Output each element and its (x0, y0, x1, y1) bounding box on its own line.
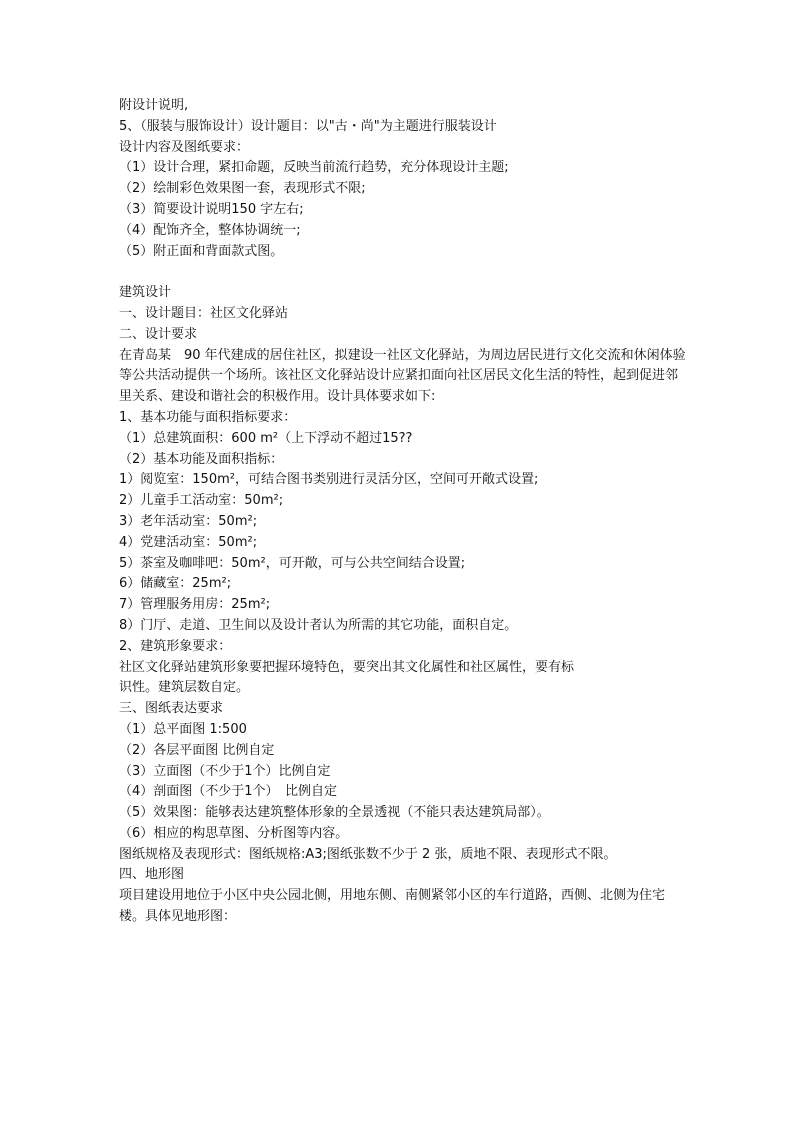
room-item: 6）储藏室：25m²; (119, 576, 232, 592)
document-body (119, 96, 689, 928)
terrain-paragraph: 项目建设用地位于小区中央公园北侧，用地东侧、南侧紧邻小区的车行道路，西侧、北侧为住宅楼。具体见地形图： (119, 888, 666, 925)
terrain-heading: 四、地形图 (119, 867, 185, 883)
fashion-item: （1）设计合理，紧扣命题，反映当前流行趋势，充分体现设计主题; (119, 160, 509, 176)
drawing-item: （1）总平面图 1:500 (119, 721, 247, 737)
blank-line (119, 262, 689, 283)
room-item: 2）儿童手工活动室：50m²; (119, 493, 284, 509)
drawing-item: （6）相应的构思草图、分析图等内容。 (119, 825, 349, 841)
form-heading: 2、建筑形象要求： (119, 638, 232, 654)
architecture-title-line: 一、设计题目：社区文化驿站 (119, 305, 289, 321)
form-line: 识性。建筑层数自定。 (119, 680, 250, 696)
drawing-item: （3）立面图（不少于1个）比例自定 (119, 763, 331, 779)
room-item: 1）阅览室：150m²，可结合图书类别进行灵活分区，空间可开敞式设置; (119, 472, 539, 488)
fashion-intro: 附设计说明, (119, 98, 189, 113)
room-item: 5）茶室及咖啡吧：50m²，可开敞，可与公共空间结合设置; (119, 555, 466, 571)
room-item: 8）门厅、走道、卫生间以及设计者认为所需的其它功能，面积自定。 (119, 617, 518, 633)
fashion-item: （2）绘制彩色效果图一套，表现形式不限; (119, 181, 366, 197)
drawing-heading: 三、图纸表达要求 (119, 701, 224, 717)
fashion-item: （5）附正面和背面款式图。 (119, 243, 284, 259)
function-list-heading: （2）基本功能及面积指标： (119, 451, 284, 467)
architecture-req-heading: 二、设计要求 (119, 326, 198, 342)
fashion-content-heading: 设计内容及图纸要求： (119, 139, 250, 155)
function-heading: 1、基本功能与面积指标要求： (119, 409, 297, 425)
fashion-topic: 5、（服装与服饰设计）设计题目：以"古・尚"为主题进行服装设计 (119, 118, 497, 134)
format-line: 图纸规格及表现形式：图纸规格:A3;图纸张数不少于 2 张，质地不限、表现形式不限。 (119, 846, 617, 862)
architecture-heading: 建筑设计 (119, 285, 172, 301)
total-area: （1）总建筑面积：600 m²（上下浮动不超过15?? (119, 430, 413, 446)
drawing-item: （5）效果图：能够表达建筑整体形象的全景透视（不能只表达建筑局部）。 (119, 805, 550, 821)
room-item: 4）党建活动室：50m²; (119, 534, 258, 550)
room-item: 3）老年活动室：50m²; (119, 513, 258, 529)
drawing-item: （2）各层平面图 比例自定 (119, 742, 275, 758)
drawing-item: （4）剖面图（不少于1个） 比例自定 (119, 784, 338, 800)
room-item: 7）管理服务用房：25m²; (119, 597, 271, 613)
architecture-intro-paragraph: 在青岛某 90 年代建成的居住社区，拟建设一社区文化驿站，为周边居民进行文化交流和休闲体验等公共活动提供一个场所。该社区文化驿站设计应紧扣面向社区居民文化生活的特性，起到促进邻里关系、建设和谐社会的积极作用。设计具体要求如下: (119, 347, 686, 405)
fashion-item: （3）简要设计说明150 字左右; (119, 201, 304, 217)
form-line: 社区文化驿站建筑形象要把握环境特色，要突出其文化属性和社区属性，要有标 (119, 659, 575, 675)
fashion-item: （4）配饰齐全，整体协调统一; (119, 222, 301, 238)
